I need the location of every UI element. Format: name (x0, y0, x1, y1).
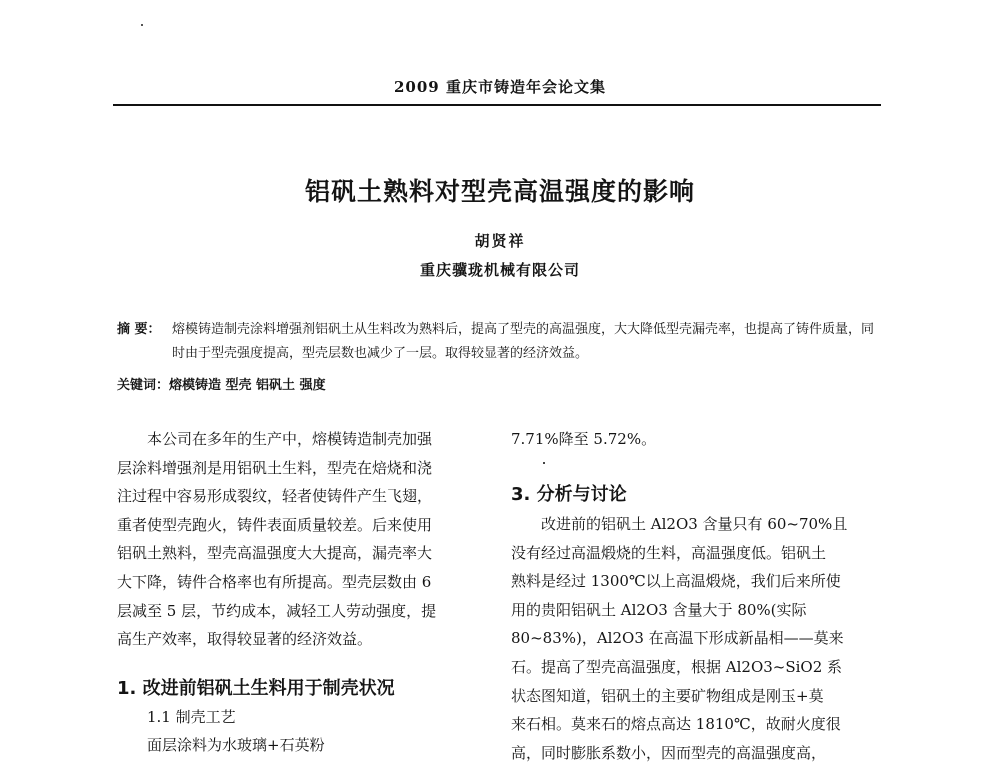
body-line: 高，同时膨胀系数小，因而型壳的高温强度高， (511, 743, 827, 762)
left-column (117, 425, 487, 654)
abstract (117, 318, 883, 366)
scan-speck (543, 462, 545, 464)
body-line: 大下降，铸件合格率也有所提高。型壳层数由 6 (117, 572, 432, 591)
body-line: 没有经过高温煅烧的生料，高温强度低。铝矾土 (511, 543, 827, 562)
subsection-heading-1-1: 1.1 制壳工艺 (147, 708, 236, 726)
section-heading-1: 1. 改进前铝矾土生料用于制壳状况 (117, 678, 395, 699)
body-line: 高生产效率，取得较显著的经济效益。 (117, 630, 373, 649)
body-line: 面层涂料为水玻璃+石英粉 (147, 736, 325, 754)
body-line: 层涂料增强剂是用铝矾土生料，型壳在焙烧和浇 (117, 458, 433, 477)
section-heading-3: 3. 分析与讨论 (511, 484, 627, 505)
body-line: 铝矾土熟料，型壳高温强度大大提高，漏壳率大 (117, 544, 433, 563)
abstract-label: 摘 要： (117, 322, 161, 337)
body-line: 来石相。莫来石的熔点高达 1810℃，故耐火度很 (511, 715, 841, 734)
author-name: 胡贤祥 (474, 232, 526, 250)
right-column (511, 510, 881, 767)
body-line: 熟料是经过 1300℃以上高温煅烧，我们后来所使 (511, 572, 841, 591)
body-line: 注过程中容易形成裂纹，轻者使铸件产生飞翅， (117, 487, 433, 506)
body-line: 本公司在多年的生产中，熔模铸造制壳加强 (147, 430, 433, 448)
keywords: 关键词：熔模铸造 型壳 铝矾土 强度 (117, 378, 326, 393)
body-line: 重者使型壳跑火，铸件表面质量较差。后来使用 (117, 515, 433, 534)
body-line: 80~83%)，Al2O3 在高温下形成新晶相——莫来 (511, 629, 844, 648)
running-header: 2009 重庆市铸造年会论文集 (394, 78, 606, 96)
body-line: 改进前的铝矾土 Al2O3 含量只有 60~70%且 (541, 515, 848, 533)
body-line: 状态图知道，铝矾土的主要矿物组成是刚玉+莫 (511, 686, 824, 705)
body-line: 用的贵阳铝矾土 Al2O3 含量大于 80%(实际 (511, 600, 807, 619)
author-affiliation: 重庆骥珑机械有限公司 (419, 261, 580, 279)
abstract-text: 熔模铸造制壳涂料增强剂铝矾土从生料改为熟料后，提高了型壳的高温强度，大大降低型壳漏壳率，也提高了铸件质量，同时由于型壳强度提高，型壳层数也减少了一层。取得较显著的经济效益。 (172, 322, 875, 361)
body-line: 石。提高了型壳高温强度，根据 Al2O3~SiO2 系 (511, 657, 843, 676)
body-line: 7.71%降至 5.72%。 (511, 430, 657, 448)
right-column-top (511, 425, 881, 454)
scan-speck (141, 24, 143, 26)
header-rule (113, 104, 881, 106)
paper-title: 铝矾土熟料对型壳高温强度的影响 (304, 177, 695, 206)
body-line: 层减至 5 层，节约成本，减轻工人劳动强度，提 (117, 601, 437, 620)
